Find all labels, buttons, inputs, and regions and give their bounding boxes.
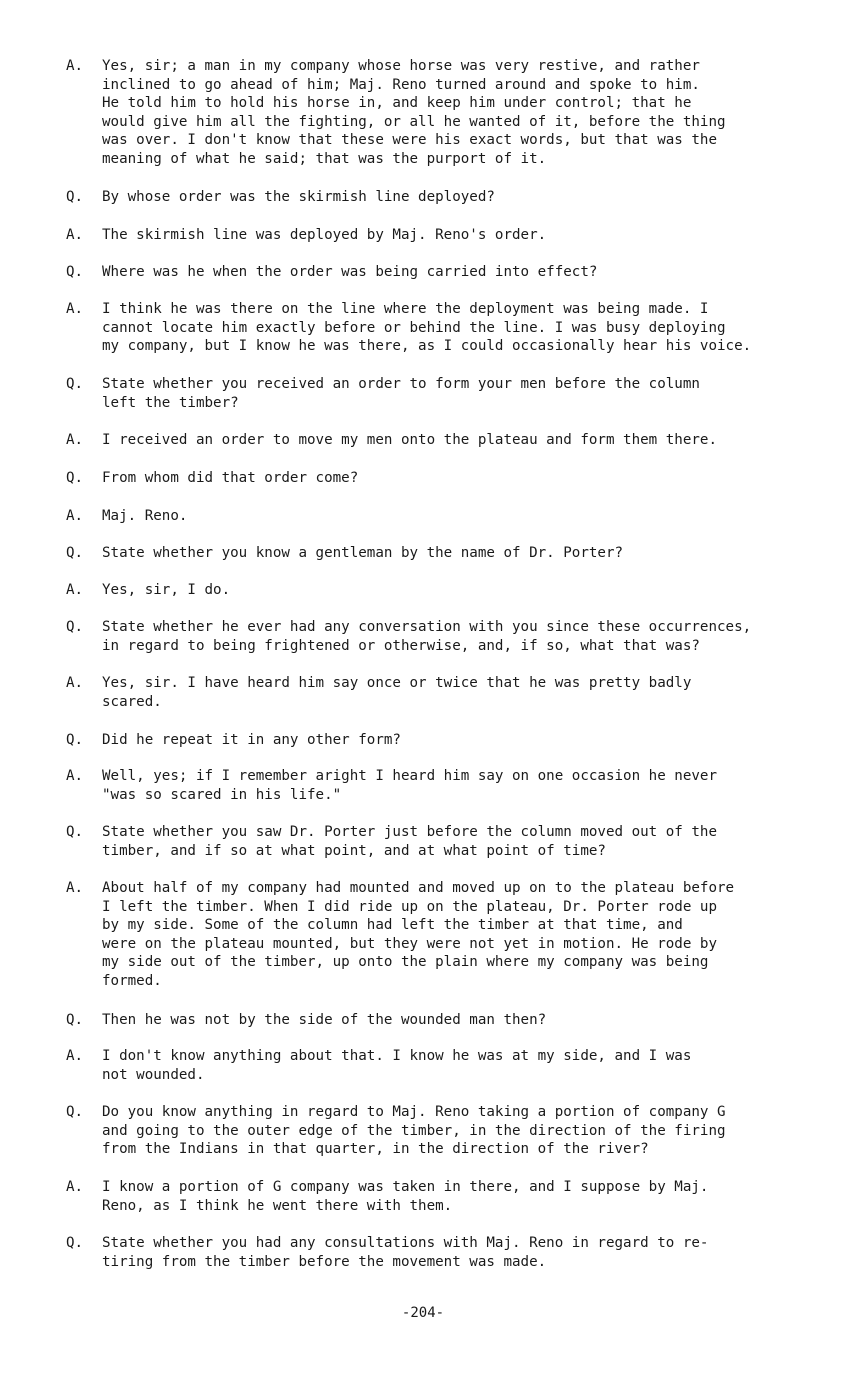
- entry-label: A.: [66, 58, 84, 74]
- entry-label: Q.: [66, 545, 84, 561]
- qa-entry: [66, 1178, 826, 1215]
- entry-text: About half of my company had mounted and moved up on to the plateau before I left the timber. When I did ride up on the plateau, Dr. Porter rode up by my side. Some of the column had left the timber at that time, and were on the plateau mounted, but they were not yet in motion. He rode by my side out of the timber, up onto the plain where my company was being formed.: [102, 880, 735, 989]
- qa-entry: [66, 1234, 826, 1271]
- entry-label: A.: [66, 768, 84, 784]
- entry-label: Q.: [66, 824, 84, 840]
- entry-label: A.: [66, 301, 84, 317]
- entry-text: State whether you received an order to form your men before the column left the timber?: [102, 376, 700, 411]
- entry-text: Did he repeat it in any other form?: [102, 732, 401, 748]
- entry-text: Yes, sir, I do.: [102, 582, 231, 598]
- qa-entry: [66, 507, 826, 526]
- entry-text: The skirmish line was deployed by Maj. Reno's order.: [102, 227, 547, 243]
- qa-entry: [66, 375, 826, 412]
- entry-text: Maj. Reno.: [102, 508, 188, 524]
- qa-entry: [66, 581, 826, 600]
- entry-label: Q.: [66, 1235, 84, 1251]
- qa-entry: [66, 618, 826, 655]
- entry-label: A.: [66, 1179, 84, 1195]
- entry-label: Q.: [66, 732, 84, 748]
- entry-label: A.: [66, 880, 84, 896]
- entry-text: I received an order to move my men onto the plateau and form them there.: [102, 432, 717, 448]
- entry-text: State whether you saw Dr. Porter just before the column moved out of the timber, and if so at what point, and at what point of time?: [102, 824, 717, 859]
- entry-text: Then he was not by the side of the wounded man then?: [102, 1012, 547, 1028]
- entry-label: A.: [66, 1048, 84, 1064]
- entry-text: Yes, sir. I have heard him say once or twice that he was pretty badly scared.: [102, 675, 692, 710]
- qa-entry: [66, 544, 826, 563]
- qa-entry: [66, 263, 826, 282]
- entry-text: I think he was there on the line where the deployment was being made. I cannot locate him exactly before or behind the line. I was busy deploying my company, but I know he was there, as I could occasionally hear his voice.: [102, 301, 752, 355]
- qa-entry: [66, 1047, 826, 1084]
- page-number: -204-: [401, 1305, 445, 1321]
- entry-text: I don't know anything about that. I know he was at my side, and I was not wounded.: [102, 1048, 692, 1083]
- qa-entry: [66, 879, 826, 991]
- entry-label: Q.: [66, 470, 84, 486]
- entry-label: A.: [66, 582, 84, 598]
- entry-text: I know a portion of G company was taken in there, and I suppose by Maj. Reno, as I think he went there with them.: [102, 1179, 709, 1214]
- entry-text: State whether you had any consultations with Maj. Reno in regard to re- tiring from the timber before the movement was made.: [102, 1235, 709, 1270]
- entry-label: Q.: [66, 1104, 84, 1120]
- entry-text: By whose order was the skirmish line deployed?: [102, 189, 495, 205]
- qa-entry: [66, 823, 826, 860]
- entry-text: Do you know anything in regard to Maj. Reno taking a portion of company G and going to the outer edge of the timber, in the direction of the firing from the Indians in that quarter, in the direction of the river?: [102, 1104, 726, 1158]
- entry-text: Yes, sir; a man in my company whose horse was very restive, and rather inclined to go ahead of him; Maj. Reno turned around and spoke to him. He told him to hold his horse in, and keep him under control; that he would give him all the fighting, or all he wanted of it, before the thing was over. I don't know that these were his exact words, but that was the meaning of what he said; that was the purport of it.: [102, 58, 726, 167]
- qa-entry: [66, 731, 826, 750]
- qa-entry: [66, 300, 826, 356]
- qa-entry: [66, 1011, 826, 1030]
- qa-entry: [66, 188, 826, 207]
- entry-text: From whom did that order come?: [102, 470, 359, 486]
- entry-label: A.: [66, 508, 84, 524]
- qa-entry: [66, 767, 826, 804]
- entry-label: Q.: [66, 619, 84, 635]
- qa-entry: [66, 469, 826, 488]
- qa-entry: [66, 226, 826, 245]
- entry-label: Q.: [66, 1012, 84, 1028]
- entry-text: State whether he ever had any conversation with you since these occurrences, in regard to being frightened or otherwise, and, if so, what that was?: [102, 619, 752, 654]
- entry-label: Q.: [66, 189, 84, 205]
- entry-label: A.: [66, 675, 84, 691]
- entry-label: Q.: [66, 264, 84, 280]
- qa-entry: [66, 1103, 826, 1159]
- entry-text: Well, yes; if I remember aright I heard him say on one occasion he never "was so scared in his life.": [102, 768, 717, 803]
- entry-label: A.: [66, 432, 84, 448]
- entry-label: Q.: [66, 376, 84, 392]
- entry-text: Where was he when the order was being carried into effect?: [102, 264, 598, 280]
- qa-entry: [66, 431, 826, 450]
- entry-text: State whether you know a gentleman by the name of Dr. Porter?: [102, 545, 624, 561]
- qa-entry: [66, 57, 826, 169]
- qa-entry: [66, 674, 826, 711]
- entry-label: A.: [66, 227, 84, 243]
